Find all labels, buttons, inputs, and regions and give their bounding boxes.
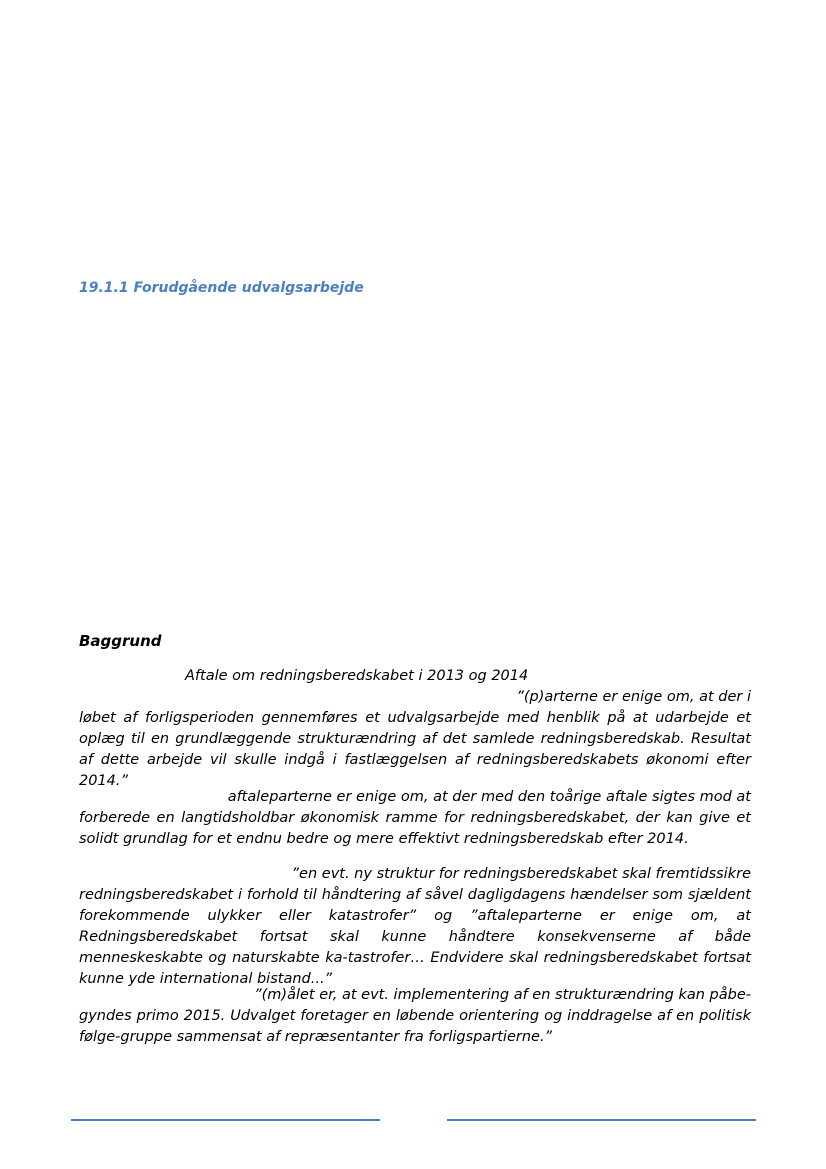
paragraph-3-start: ”en evt. ny struktur for redningsberedskabet skal fremtidssikre (291, 866, 751, 882)
paragraph-2-start: aftaleparterne er enige om, at der med den toårige aftale sigtes mod at (227, 789, 751, 805)
paragraph-2 (79, 787, 751, 850)
paragraph-3 (79, 864, 751, 990)
paragraph-2-body: forberede en langtidsholdbar økonomisk ramme for redningsberedskabet, der kan give et solidt grundlag for et endnu bedre og mere effektivt redningsberedskab efter 2014. (79, 810, 751, 847)
paragraph-4 (79, 985, 751, 1048)
footer-rule-left (71, 1119, 380, 1121)
quote-body: løbet af forligsperioden gennemføres et udvalgsarbejde med henblik på at udarbejde et oplæg til en grundlæggende strukturændring af det samlede redningsberedskab. Resultat af dette arbejde vil skulle indgå i fastlæggelsen af redningsberedskabets økonomi efter 2014.” (79, 710, 751, 789)
paragraph-1 (79, 666, 751, 792)
paragraph-4-body: gyndes primo 2015. Udvalget foretager en løbende orientering og inddragelse af en politisk følge-gruppe sammensat af repræsentanter fra forligspartierne.” (79, 1008, 751, 1045)
subsection-title: Baggrund (79, 632, 162, 650)
paragraph-3-body: redningsberedskabet i forhold til håndtering af såvel dagligdagens hændelser som sjældent forekommende ulykker eller katastrofer” og ”aftaleparterne er enige om, at Redningsberedskabet fortsat skal kunne håndtere konsekvenserne af både menneskeskabte og naturskabte ka-tastrofer… Endvidere skal redningsberedskabet fortsat kunne yde international bistand...” (79, 887, 751, 987)
quote-start: ”(p)arterne er enige om, at der i (516, 689, 751, 705)
section-heading: 19.1.1 Forudgående udvalgsarbejde (79, 280, 364, 296)
agreement-title: Aftale om redningsberedskabet i 2013 og 2014 (185, 668, 529, 684)
footer-rule-right (447, 1119, 756, 1121)
paragraph-4-start: ”(m)ålet er, at evt. implementering af en strukturændring kan påbe- (254, 987, 751, 1003)
